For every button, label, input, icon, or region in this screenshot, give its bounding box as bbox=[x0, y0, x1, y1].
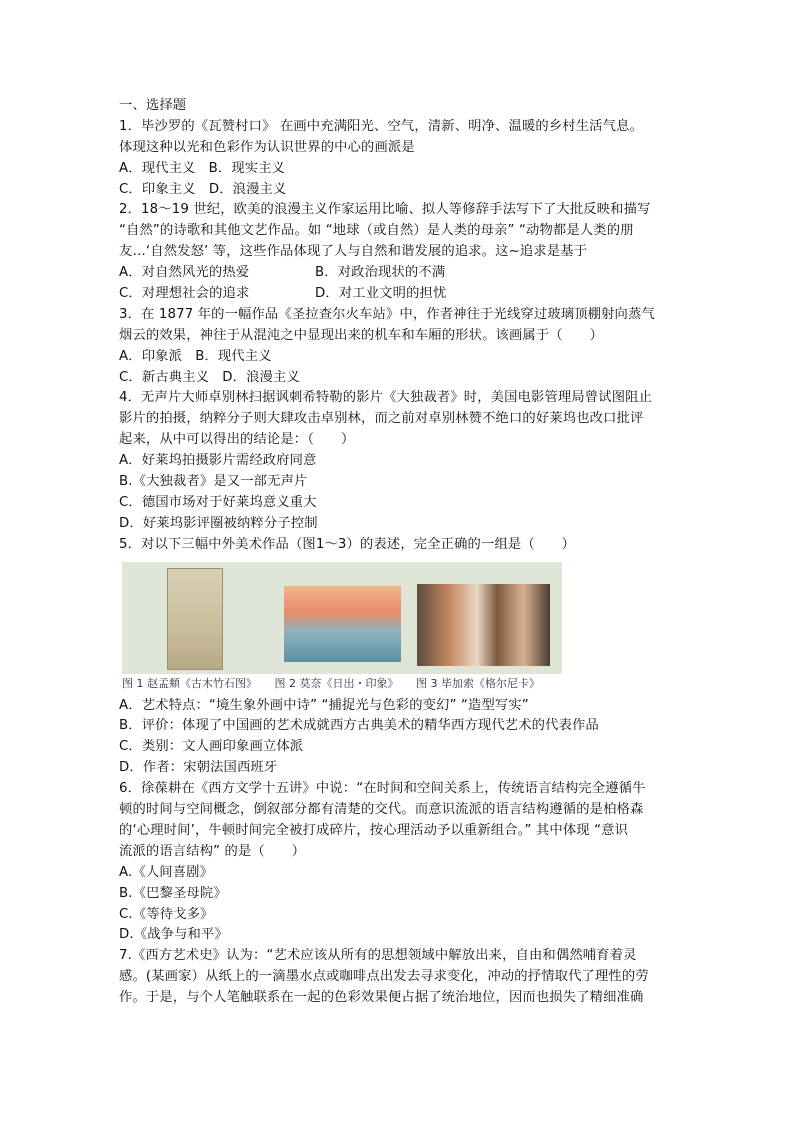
q6-line: 顿的时间与空间概念，倒叙部分都有清楚的交代。而意识流派的语言结构遵循的是柏格森 bbox=[119, 802, 644, 818]
q4-line: 4．无声片大师卓别林扫据讽刺希特勒的影片《大独裁者》时，美国电影管理局曾试图阻止 bbox=[119, 390, 653, 406]
q1-options-row bbox=[119, 159, 679, 180]
q4-option-d: D．好莱坞影评圈被纳粹分子控制 bbox=[119, 515, 318, 531]
q3-line: 3．在 1877 年的一幅作品《圣拉查尔火车站》中，作者神往于光线穿过玻璃顶棚射向蒸气 bbox=[119, 306, 655, 322]
figure-captions bbox=[122, 675, 540, 691]
q6-line: 的‘心理时间’，牛顿时间完全被打成碎片，按心理活动予以重新组合。” 其中体现 “意识 bbox=[119, 822, 629, 838]
q6-line: 6．徐葆耕在《西方文学十五讲》中说：“在时间和空间关系上，传统语言结构完全遵循牛 bbox=[119, 781, 646, 797]
q7-line: 感。(某画家）从纸上的一滴墨水点或咖啡点出发去寻求变化，冲动的抒情取代了理性的劳 bbox=[119, 969, 649, 985]
q4-option-b: B.《大独裁者》是又一部无声片 bbox=[119, 474, 308, 490]
q6-option-c: C.《等待戈多》 bbox=[119, 906, 214, 922]
q1-option-a: A．现代主义 bbox=[119, 160, 196, 176]
q1-option-d: D．浪漫主义 bbox=[208, 181, 287, 197]
q2-option-b: B．对政治现状的不满 bbox=[315, 265, 446, 281]
q4-option-c: C．德国市场对于好莱坞意义重大 bbox=[119, 494, 317, 510]
figure-3-caption: 图 3 毕加索《格尔尼卡》 bbox=[415, 676, 540, 690]
q5-line: 5．对以下三幅中外美术作品（图1～3）的表述，完全正确的一组是（ ） bbox=[119, 536, 576, 552]
document-page bbox=[119, 96, 679, 1009]
q4-line: 影片的拍摄，纳粹分子则大肆攻击卓别林，而之前对卓别林赞不绝口的好莱坞也改口批评 bbox=[119, 411, 644, 427]
q3-option-d: D．浪漫主义 bbox=[222, 369, 300, 385]
q2-option-c: C．对理想社会的追求 bbox=[119, 286, 250, 302]
q6-line: 流派的语言结构” 的是（ ） bbox=[119, 843, 306, 859]
q5-option-c: C．类别：文人画印象画立体派 bbox=[119, 739, 304, 755]
q3-option-a: A．印象派 bbox=[119, 348, 183, 364]
q3-option-b: B．现代主义 bbox=[195, 348, 272, 364]
q2-line: 2．18～19 世纪，欧美的浪漫主义作家运用比喻、拟人等修辞手法写下了大批反映和描写 bbox=[119, 202, 651, 218]
q1-line: 体现这种以光和色彩作为认识世界的中心的画派是 bbox=[119, 139, 415, 155]
q4-line: 起来，从中可以得出的结论是：（ ） bbox=[119, 432, 355, 448]
q7-line: 7.《西方艺术史》认为：“艺术应该从所有的思想领域中解放出来，自由和偶然哺育着灵 bbox=[119, 948, 637, 964]
q6-option-a: A.《人间喜剧》 bbox=[119, 864, 214, 880]
figure-3-image bbox=[417, 584, 550, 666]
q5-option-d: D．作者：宋朝法国西班牙 bbox=[119, 760, 278, 776]
q1-option-b: B．现实主义 bbox=[208, 160, 286, 176]
q3-line: 烟云的效果，神往于从混沌之中显现出来的机车和车厢的形状。该画属于（ ） bbox=[119, 327, 604, 343]
figure-1-image bbox=[167, 568, 223, 670]
q3-options-row bbox=[119, 347, 679, 368]
q2-options-row bbox=[119, 263, 679, 284]
figure-1-caption: 图 1 赵孟頫《古木竹石图》 bbox=[122, 676, 257, 690]
section-title: 一、选择题 bbox=[119, 98, 187, 113]
q6-option-b: B.《巴黎圣母院》 bbox=[119, 885, 227, 901]
q2-line: 友…‘自然发怒’ 等，这些作品体现了人与自然和谐发展的追求。这~追求是基于 bbox=[119, 244, 588, 260]
q4-option-a: A．好莱坞拍摄影片需经政府同意 bbox=[119, 453, 317, 469]
q2-options-row bbox=[119, 284, 679, 305]
q3-option-c: C．新古典主义 bbox=[119, 369, 210, 385]
q1-options-row bbox=[119, 180, 679, 201]
figure-2-caption: 图 2 莫奈《日出・印象》 bbox=[274, 676, 399, 690]
figure-2-image bbox=[284, 586, 401, 662]
q7-line: 作。于是，与个人笔触联系在一起的色彩效果便占据了统治地位，因而也损失了精细准确 bbox=[119, 990, 644, 1006]
q5-option-b: B．评价：体现了中国画的艺术成就西方古典美术的精华西方现代艺术的代表作品 bbox=[119, 718, 599, 734]
q5-option-a: A．艺术特点：“境生象外画中诗” “捕捉光与色彩的变幻” “造型写实” bbox=[119, 697, 529, 713]
q2-line: “自然”的诗歌和其他文艺作品。如 “地球（或自然）是人类的母亲” “动物都是人类的朋 bbox=[119, 223, 634, 239]
q3-options-row bbox=[119, 368, 679, 389]
q6-option-d: D.《战争与和平》 bbox=[119, 927, 228, 943]
q5-figures bbox=[119, 562, 679, 694]
q1-option-c: C．印象主义 bbox=[119, 181, 196, 197]
q2-option-a: A．对自然风光的热爱 bbox=[119, 265, 250, 281]
q2-option-d: D．对工业文明的担忧 bbox=[315, 286, 447, 302]
q1-line: 1．毕沙罗的《瓦赞村口》 在画中充满阳光、空气，清新、明净、温暖的乡村生活气息。 bbox=[119, 118, 643, 134]
